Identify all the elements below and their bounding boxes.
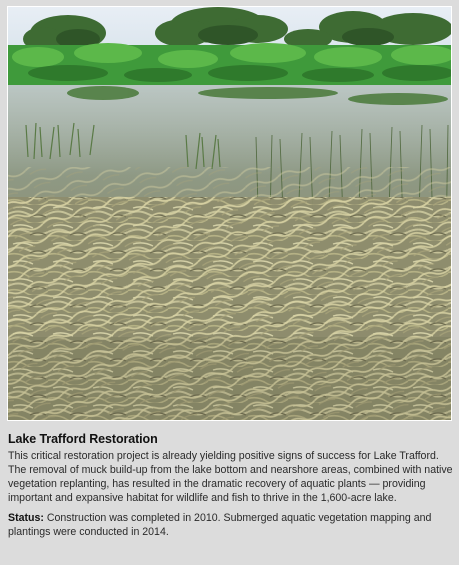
caption-title: Lake Trafford Restoration <box>8 432 158 446</box>
caption-status <box>8 511 454 539</box>
caption-body: This critical restoration project is already yielding positive signs of success for Lake Trafford. The removal of muck build-up from the lake bottom and nearshore areas, combined with native vegetation replanting, has resulted in the dramatic recovery of aquatic plants — providing important and expansive habitat for wildlife and fish to thrive in the 1,600-acre lake. <box>8 450 453 504</box>
lake-photo <box>7 6 452 421</box>
caption <box>8 432 454 539</box>
status-text: Construction was completed in 2010. Submerged aquatic vegetation mapping and plantings were conducted in 2014. <box>8 512 432 538</box>
lake-restoration-photo-icon <box>8 7 451 420</box>
status-label: Status: <box>8 512 44 524</box>
